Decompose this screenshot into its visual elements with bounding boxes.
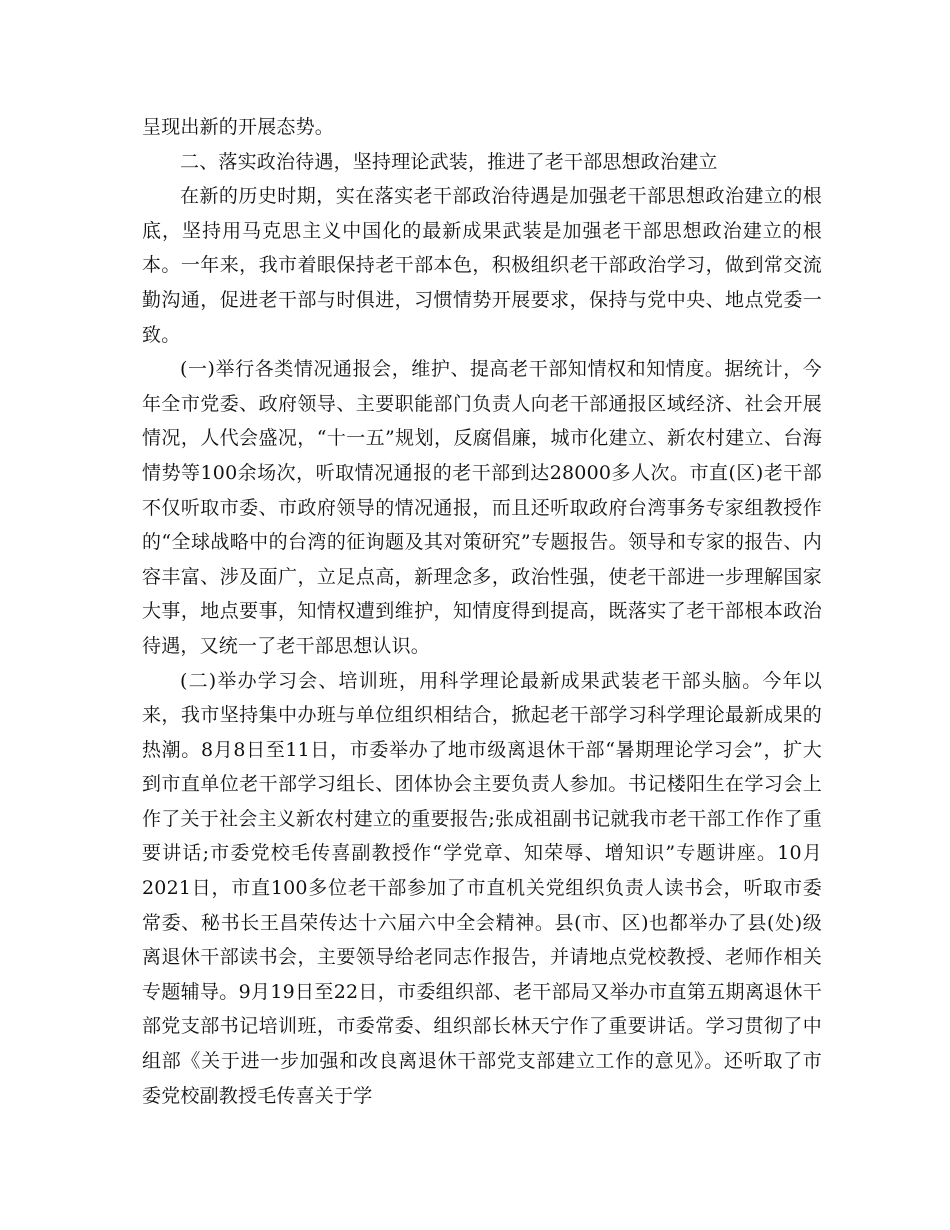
section-heading: 二、落实政治待遇，坚持理论武装，推进了老干部思想政治建立: [180, 150, 718, 173]
paragraph-intro: 在新的历史时期，实在落实老干部政治待遇是加强老干部思想政治建立的根底，坚持用马克思主义中国化的最新成果武装是加强老干部思想政治建立的根本。一年来，我市着眼保持老干部本色，积极组织老干部政治学习，做到常交流勤沟通，促进老干部与时俱进，习惯情势开展要求，保持与党中央、地点党委一致。: [142, 185, 822, 346]
paragraph-item-2: (二)举办学习会、培训班，用科学理论最新成果武装老干部头脑。今年以来，我市坚持集中办班与单位组织相结合，掀起老干部学习科学理论最新成果的热潮。8月8日至11日，市委举办了地市级离退休干部“暑期理论学习会”，扩大到市直单位老干部学习组长、团体协会主要负责人参加。书记楼阳生在学习会上作了关于社会主义新农村建立的重要报告;张成祖副书记就我市老干部工作作了重要讲话;市委党校毛传喜副教授作“学党章、知荣辱、增知识”专题讲座。10月2021日，市直100多位老干部参加了市直机关党组织负责人读书会，听取市委常委、秘书长王昌荣传达十六届六中全会精神。县(市、区)也都举办了县(处)级离退休干部读书会，主要领导给老同志作报告，并请地点党校教授、老师作相关专题辅导。9月19日至22日，市委组织部、老干部局又举办市直第五期离退休干部党支部书记培训班，市委常委、组织部长林天宁作了重要讲话。学习贯彻了中组部《关于进一步加强和改良离退休干部党支部建立工作的意见》。还听取了市委党校副教授毛传喜关于学: [142, 669, 822, 1107]
paragraph-item-1: (一)举行各类情况通报会，维护、提高老干部知情权和知情度。据统计，今年全市党委、政府领导、主要职能部门负责人向老干部通报区域经济、社会开展情况，人代会盛况，“十一五”规划，反腐倡廉，城市化建立、新农村建立、台海情势等100余场次，听取情况通报的老干部到达28000多人次。市直(区)老干部不仅听取市委、市政府领导的情况通报，而且还听取政府台湾事务专家组教授作的“全球战略中的台湾的征询题及其对策研究”专题报告。领导和专家的报告、内容丰富、涉及面广，立足点高，新理念多，政治性强，使老干部进一步理解国家大事，地点要事，知情权遭到维护，知情度得到提高，既落实了老干部根本政治待遇，又统一了老干部思想认识。: [142, 358, 822, 657]
document-body: [142, 110, 822, 1113]
paragraph-continuation: 呈现出新的开展态势。: [142, 116, 335, 138]
